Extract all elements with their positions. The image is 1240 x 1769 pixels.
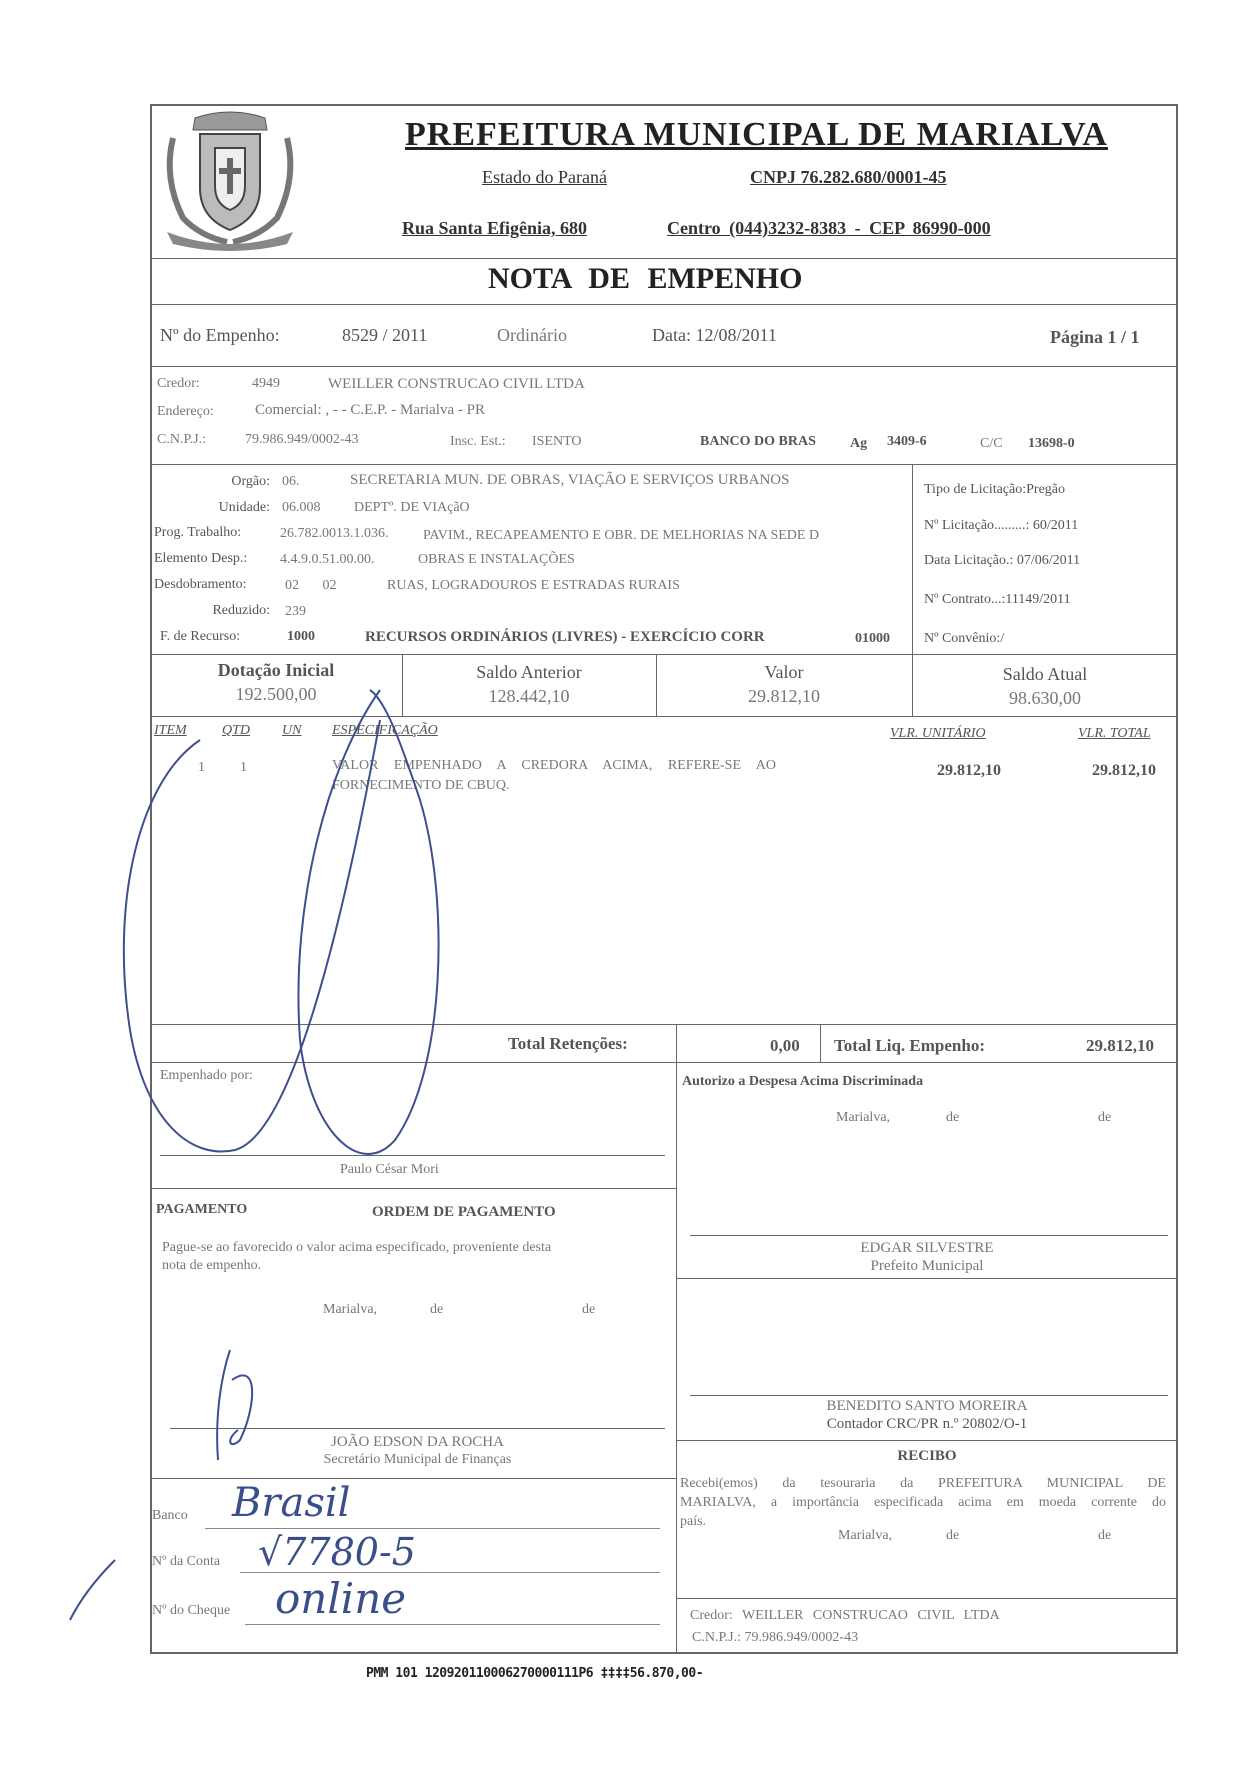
retencoes-label: Total Retenções: bbox=[508, 1034, 628, 1053]
recibo-line-1: Recebi(emos) da tesouraria da PREFEITURA MUNICIPAL DE bbox=[680, 1476, 1166, 1491]
recibo-de1: de bbox=[946, 1528, 960, 1543]
dotacao-value: 192.500,00 bbox=[235, 684, 317, 704]
recurso-code-2: 01000 bbox=[855, 631, 890, 646]
insc-value: ISENTO bbox=[532, 434, 582, 449]
insc-label: Insc. Est.: bbox=[450, 434, 506, 449]
header-address: Rua Santa Efigênia, 680 bbox=[402, 218, 588, 238]
credor-name: WEILLER CONSTRUCAO CIVIL LTDA bbox=[328, 376, 585, 392]
row-spec-line1: VALOR EMPENHADO A CREDORA ACIMA, REFERE-SE AO bbox=[332, 758, 776, 773]
page-number: Página 1 / 1 bbox=[1050, 327, 1140, 347]
reduzido-value: 239 bbox=[285, 604, 306, 619]
prog-code: 26.782.0013.1.036. bbox=[280, 526, 389, 541]
endereco-value: Comercial: , - - C.E.P. - Marialva - PR bbox=[255, 402, 485, 418]
recibo-title: RECIBO bbox=[897, 1448, 957, 1464]
recurso-code: 1000 bbox=[287, 629, 315, 644]
orgao-label: Orgão: bbox=[231, 474, 270, 489]
desdob-label: Desdobramento: bbox=[154, 577, 247, 592]
col-header-spec: ESPECIFICAÇÃO bbox=[332, 723, 438, 738]
pagamento-text-1: Pague-se ao favorecido o valor acima especificado, proveniente desta bbox=[162, 1240, 552, 1255]
col-header-total-value: VLR. TOTAL bbox=[1078, 726, 1151, 741]
recibo-de2: de bbox=[1098, 1528, 1112, 1543]
data-licitacao: Data Licitação.: 07/06/2011 bbox=[924, 553, 1081, 568]
empenhado-signature-loop-2 bbox=[298, 690, 438, 1154]
recibo-line-3: país. bbox=[680, 1514, 707, 1529]
tipo-licitacao: Tipo de Licitação:Pregão bbox=[924, 482, 1066, 497]
header-cnpj: CNPJ 76.282.680/0001-45 bbox=[750, 167, 947, 187]
elemento-label: Elemento Desp.: bbox=[154, 551, 248, 566]
row-total-value: 29.812,10 bbox=[1092, 762, 1156, 779]
retencoes-value: 0,00 bbox=[770, 1036, 800, 1055]
prog-value: PAVIM., RECAPEAMENTO E OBR. DE MELHORIAS NA SEDE D bbox=[423, 528, 820, 543]
bank-name: BANCO DO BRAS bbox=[700, 434, 816, 449]
pagamento-city: Marialva, bbox=[323, 1302, 378, 1317]
banco-label: Banco bbox=[152, 1508, 188, 1523]
empenho-type: Ordinário bbox=[497, 325, 567, 345]
contador-title: Contador CRC/PR n.º 20802/O-1 bbox=[826, 1416, 1028, 1432]
liq-value: 29.812,10 bbox=[1086, 1036, 1154, 1055]
saldo-anterior-label: Saldo Anterior bbox=[476, 662, 582, 682]
liq-label: Total Liq. Empenho: bbox=[834, 1036, 985, 1055]
recibo-cnpj: C.N.P.J.: 79.986.949/0002-43 bbox=[692, 1630, 859, 1645]
pagamento-de2: de bbox=[582, 1302, 596, 1317]
credor-code: 4949 bbox=[252, 376, 280, 391]
elemento-code: 4.4.9.0.51.00.00. bbox=[280, 552, 375, 567]
orgao-value: SECRETARIA MUN. DE OBRAS, VIAÇÃO E SERVIÇOS URBANOS bbox=[350, 472, 790, 488]
autorizo-de1: de bbox=[946, 1110, 960, 1125]
recibo-line-2: MARIALVA, a importância especificada acima em moeda corrente do bbox=[680, 1495, 1166, 1510]
saldo-atual-value: 98.630,00 bbox=[1009, 688, 1081, 708]
col-header-qtd: QTD bbox=[222, 723, 251, 738]
autorizo-text: Autorizo a Despesa Acima Discriminada bbox=[682, 1074, 924, 1089]
row-qtd: 1 bbox=[240, 760, 247, 775]
agency-value: 3409-6 bbox=[887, 434, 927, 449]
unidade-value: DEPTº. DE VIAçãO bbox=[354, 500, 470, 515]
pagamento-label: PAGAMENTO bbox=[156, 1202, 248, 1217]
empenhado-name: Paulo César Mori bbox=[340, 1162, 439, 1177]
header-contact: Centro (044)3232-8383 - CEP 86990-000 bbox=[667, 218, 991, 238]
header-title: PREFEITURA MUNICIPAL DE MARIALVA bbox=[405, 116, 1108, 153]
banco-handwritten: Brasil bbox=[232, 1480, 351, 1526]
margin-stroke bbox=[70, 1560, 115, 1620]
elemento-value: OBRAS E INSTALAÇÕES bbox=[418, 552, 575, 567]
numero-contrato: Nº Contrato...:11149/2011 bbox=[924, 592, 1071, 607]
empenho-label: Nº do Empenho: bbox=[160, 325, 280, 345]
dotacao-label: Dotação Inicial bbox=[217, 660, 335, 680]
col-header-un: UN bbox=[282, 723, 302, 738]
secretario-name: JOÃO EDSON DA ROCHA bbox=[331, 1434, 504, 1450]
col-header-item: ITEM bbox=[154, 723, 187, 738]
account-label: C/C bbox=[980, 436, 1003, 451]
numero-convenio: Nº Convênio:/ bbox=[924, 631, 1005, 646]
recibo-city: Marialva, bbox=[838, 1528, 893, 1543]
col-header-unit-value: VLR. UNITÁRIO bbox=[890, 726, 986, 741]
prog-label: Prog. Trabalho: bbox=[154, 525, 242, 540]
pagamento-de1: de bbox=[430, 1302, 444, 1317]
cheque-handwritten: online bbox=[275, 1574, 407, 1623]
saldo-anterior-value: 128.442,10 bbox=[488, 686, 570, 706]
cheque-label: Nº do Cheque bbox=[152, 1603, 231, 1618]
recurso-value: RECURSOS ORDINÁRIOS (LIVRES) - EXERCÍCIO CORR bbox=[365, 629, 765, 645]
empenhado-label: Empenhado por: bbox=[160, 1068, 253, 1083]
unidade-label: Unidade: bbox=[218, 500, 270, 515]
empenho-number: 8529 / 2011 bbox=[342, 325, 428, 345]
account-value: 13698-0 bbox=[1028, 436, 1075, 451]
valor-value: 29.812,10 bbox=[748, 686, 820, 706]
unidade-code: 06.008 bbox=[282, 500, 321, 515]
prefeito-name: EDGAR SILVESTRE bbox=[860, 1240, 994, 1256]
footer-stamp: PMM 101 120920110006270000111P6 ‡‡‡‡56.870,00- bbox=[366, 1666, 704, 1681]
prefeito-title: Prefeito Municipal bbox=[870, 1258, 984, 1274]
saldo-atual-label: Saldo Atual bbox=[1002, 664, 1088, 684]
empenho-date: Data: 12/08/2011 bbox=[652, 325, 777, 345]
numero-licitacao: Nº Licitação.........: 60/2011 bbox=[924, 518, 1079, 533]
empenhado-signature-loop-1 bbox=[124, 720, 380, 1152]
desdob-value: RUAS, LOGRADOUROS E ESTRADAS RURAIS bbox=[387, 578, 680, 593]
row-item: 1 bbox=[198, 760, 205, 775]
autorizo-de2: de bbox=[1098, 1110, 1112, 1125]
valor-label: Valor bbox=[764, 662, 804, 682]
pagamento-text-2: nota de empenho. bbox=[162, 1258, 262, 1273]
credor-label: Credor: bbox=[157, 376, 200, 391]
secretario-title: Secretário Municipal de Finanças bbox=[323, 1452, 512, 1467]
row-spec-line2: FORNECIMENTO DE CBUQ. bbox=[332, 778, 510, 793]
conta-label: Nº da Conta bbox=[152, 1554, 221, 1569]
recibo-credor: Credor: WEILLER CONSTRUCAO CIVIL LTDA bbox=[690, 1608, 1000, 1623]
cnpj-label: C.N.P.J.: bbox=[157, 432, 207, 447]
header-state: Estado do Paraná bbox=[482, 167, 607, 187]
ordem-pagamento-title: ORDEM DE PAGAMENTO bbox=[372, 1204, 556, 1220]
recurso-label: F. de Recurso: bbox=[160, 629, 241, 644]
contador-name: BENEDITO SANTO MOREIRA bbox=[826, 1398, 1028, 1414]
document-title: NOTA DE EMPENHO bbox=[488, 262, 803, 295]
reduzido-label: Reduzido: bbox=[212, 603, 270, 618]
desdob-code: 02 02 bbox=[285, 578, 337, 593]
endereco-label: Endereço: bbox=[157, 404, 214, 419]
cnpj-value: 79.986.949/0002-43 bbox=[245, 432, 359, 447]
orgao-code: 06. bbox=[282, 474, 300, 489]
conta-handwritten: √7780-5 bbox=[258, 1530, 416, 1574]
secretario-signature bbox=[217, 1350, 252, 1460]
row-unit-value: 29.812,10 bbox=[937, 762, 1001, 779]
agency-label: Ag bbox=[850, 436, 868, 451]
autorizo-city: Marialva, bbox=[836, 1110, 891, 1125]
